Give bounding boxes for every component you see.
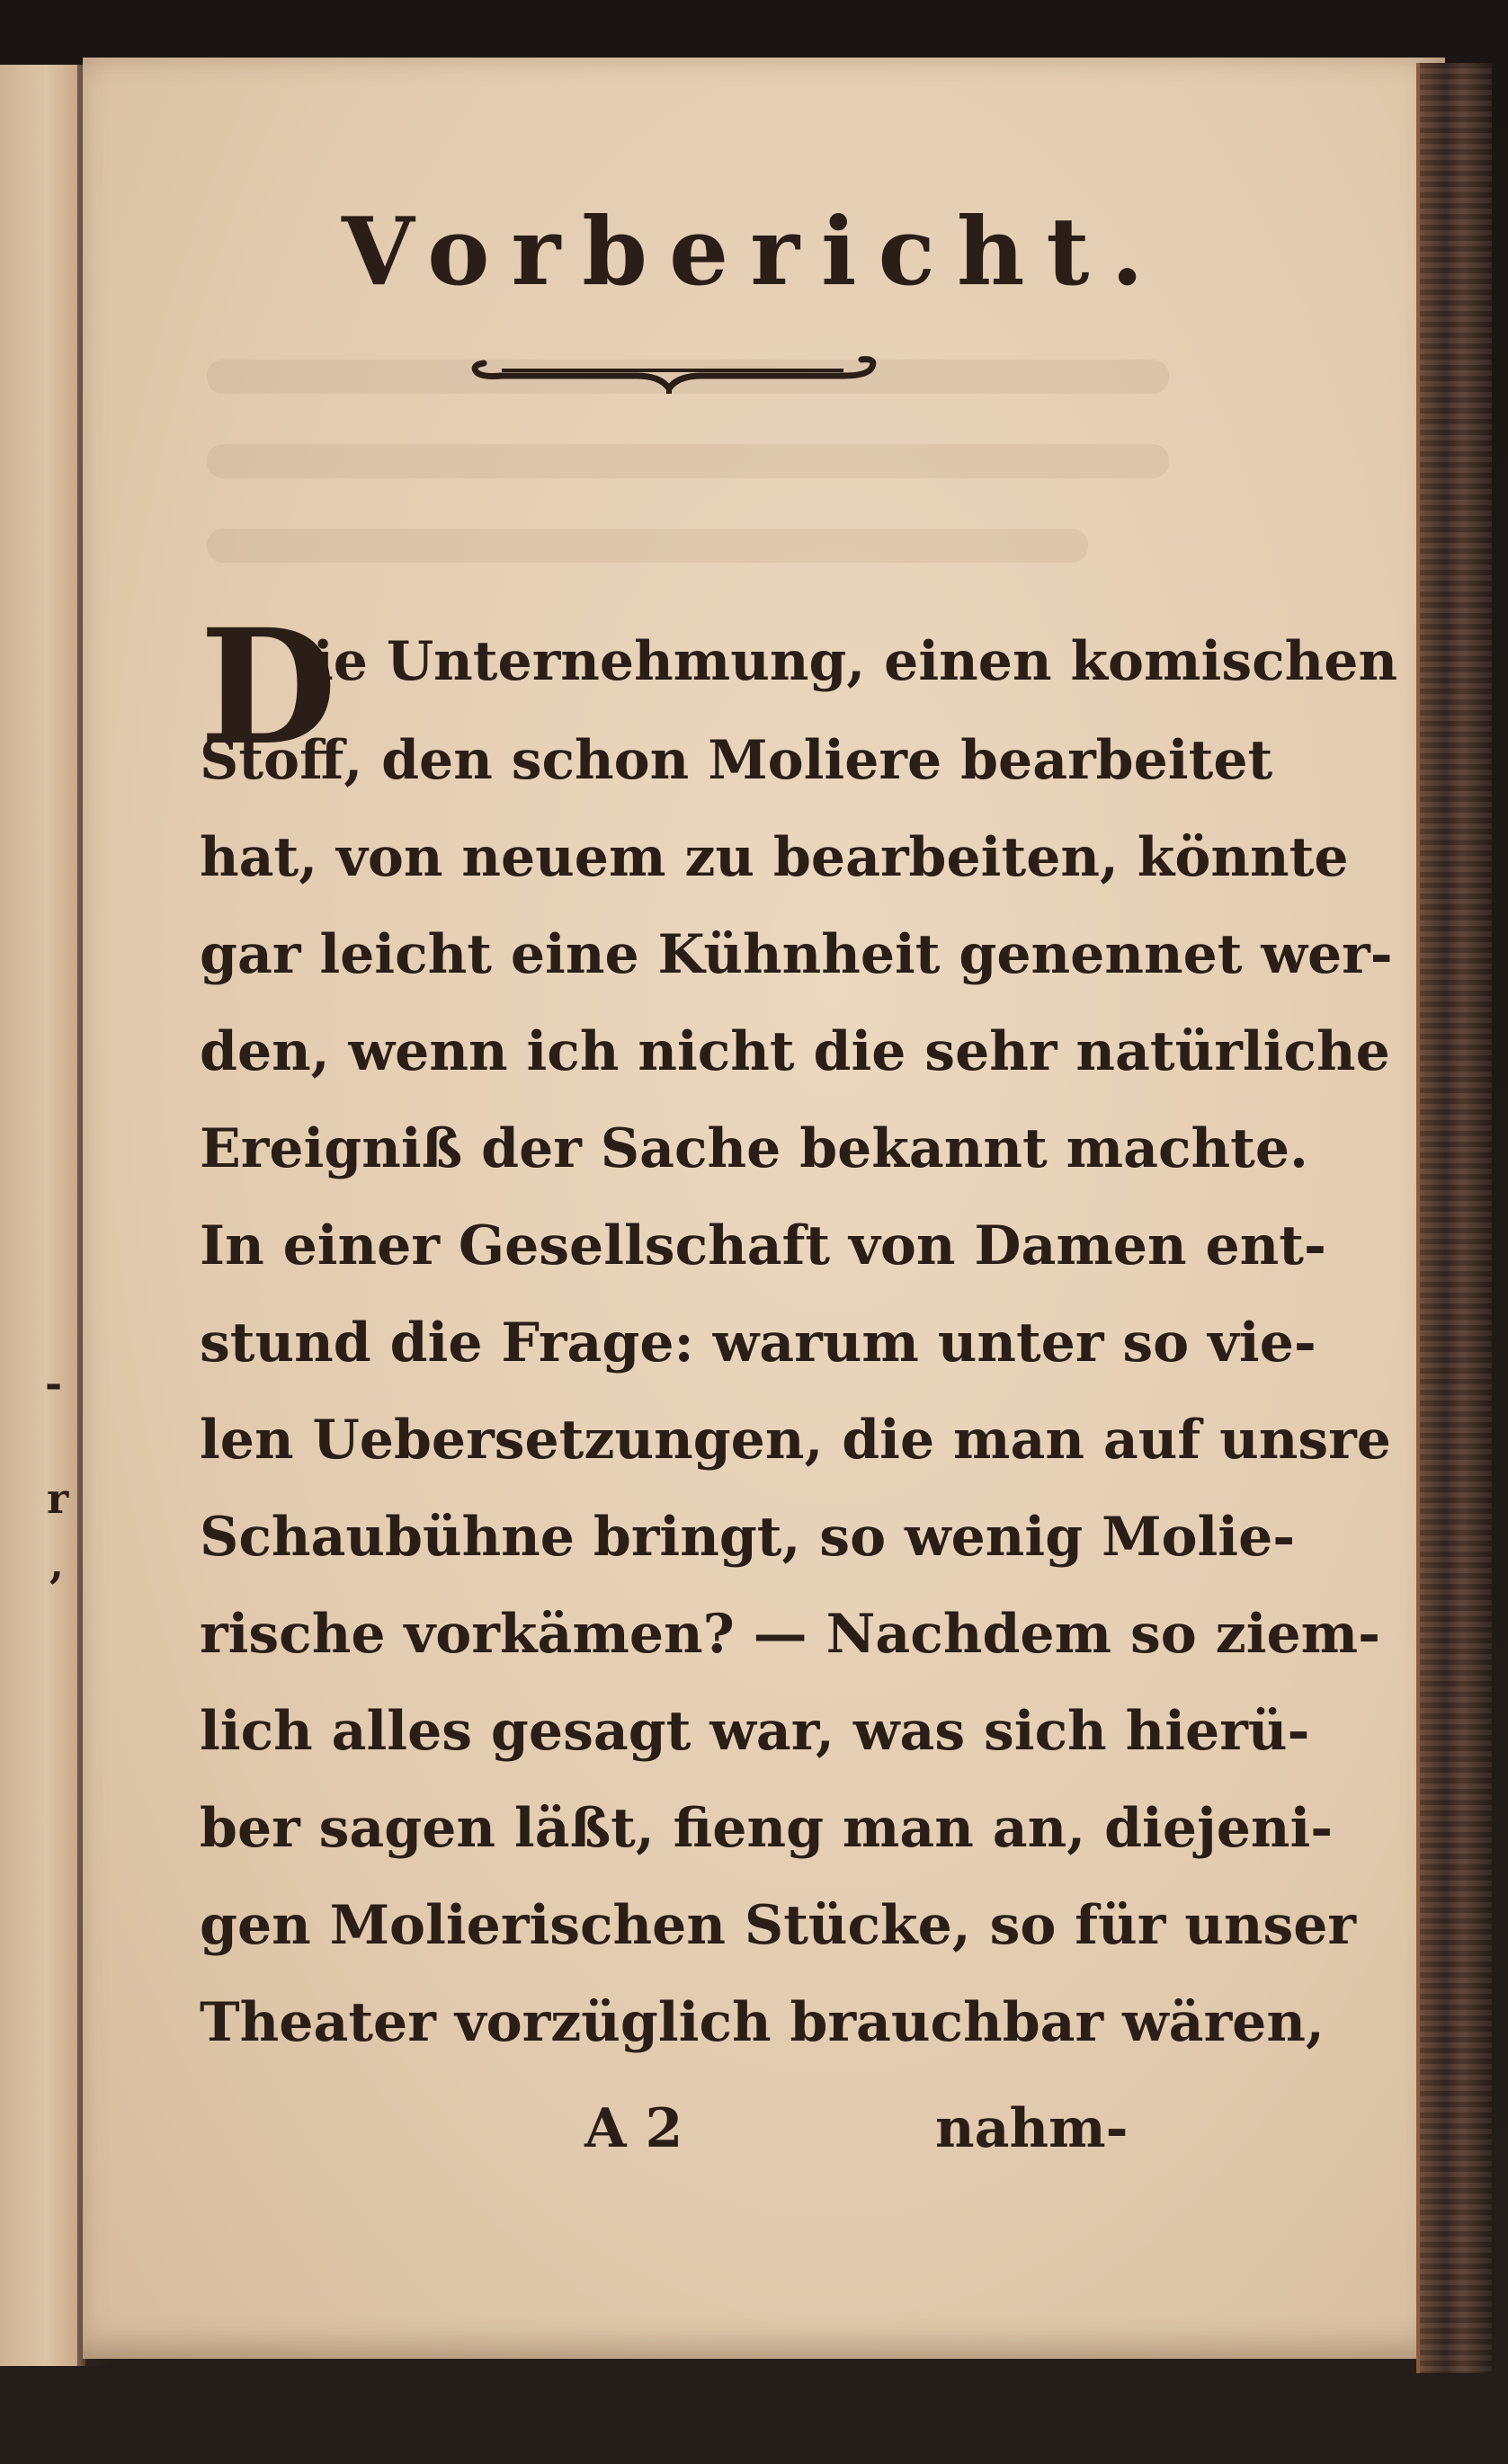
page-heading: Vorbericht.: [342, 196, 1165, 307]
left-page-edge: [0, 65, 85, 2366]
text-line: In einer Gesellschaft von Damen ent-: [200, 1214, 1326, 1277]
ornament-rule-icon: [466, 336, 881, 399]
text-line: stund die Frage: warum unter so vie-: [200, 1312, 1316, 1374]
left-page-mark: ,: [49, 1539, 65, 1588]
first-line-text: ie Unternehmung, einen komischen: [313, 630, 1398, 693]
text-line: Schaubühne bringt, so wenig Molie-: [200, 1506, 1296, 1569]
text-line: hat, von neuem zu bearbeiten, könnte: [200, 826, 1349, 889]
text-line: den, wenn ich nicht die sehr natürliche: [200, 1020, 1390, 1083]
bleed-through: [207, 529, 1088, 563]
text-line: ber sagen läßt, fieng man an, diejeni-: [200, 1797, 1334, 1860]
text-line: Ereigniß der Sache bekannt machte.: [200, 1117, 1308, 1180]
signature-mark: A 2: [584, 2097, 683, 2160]
catchword: nahm-: [935, 2097, 1129, 2160]
text-line: len Uebersetzungen, die man auf unsre: [200, 1409, 1391, 1472]
text-line: gen Molierischen Stücke, so für unser: [200, 1894, 1357, 1957]
body-text: [200, 583, 1398, 2201]
bleed-through: [207, 444, 1169, 478]
text-line: lich alles gesagt war, was sich hierü-: [200, 1700, 1310, 1763]
book-cover-edge: [1416, 63, 1492, 2373]
text-line: Stoff, den schon Moliere bearbeitet: [200, 729, 1273, 792]
text-line: rische vorkämen? — Nachdem so ziem-: [200, 1603, 1381, 1666]
text-line: gar leicht eine Kühnheit genennet wer-: [200, 923, 1393, 986]
text-line: Theater vorzüglich brauchbar wären,: [200, 1991, 1325, 2054]
left-page-mark: -: [45, 1359, 63, 1408]
left-page-mark: r: [47, 1474, 69, 1523]
drop-cap: D: [200, 594, 337, 780]
